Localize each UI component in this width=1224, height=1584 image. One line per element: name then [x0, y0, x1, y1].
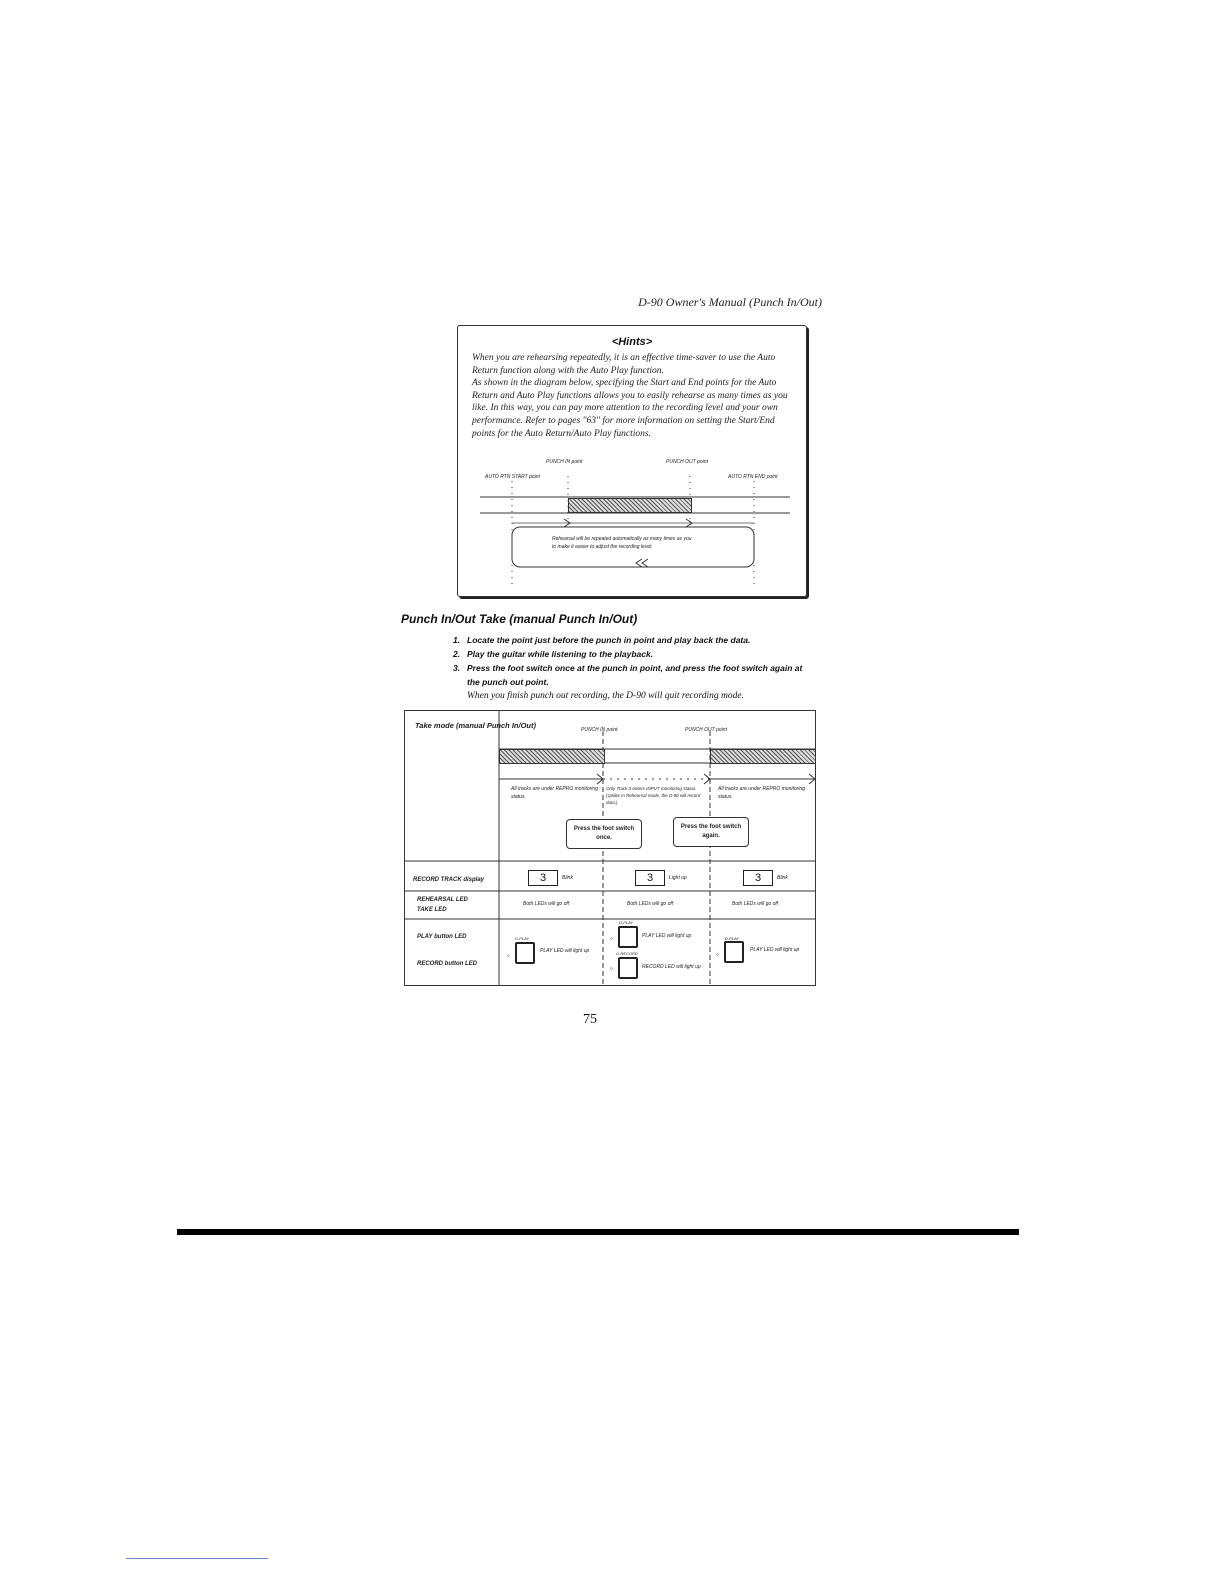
track-segment-left [499, 749, 605, 764]
play-button-caption: D-PLAY [619, 920, 634, 925]
track-number-box: 3 [635, 870, 665, 886]
blink-label: Blink [562, 875, 573, 881]
hints-paragraph: As shown in the diagram below, specifying the Start and End points for the Auto Return and Auto Play functions allows you to easily rehearse as many times as you like. In this way, you can pay more attention to the recording level and your own performance. Refer to pages "63" for more information on setting the Start/End points for the Auto Return/Auto Play functions. [472, 378, 788, 439]
step-text: Play the guitar while listening to the playback. [467, 649, 654, 659]
led-dot-icon: ◦ [716, 950, 719, 959]
step-item [453, 661, 813, 689]
step-number: 3. [453, 663, 461, 673]
record-button-caption: O-RECORD [616, 951, 638, 956]
step-item [453, 633, 813, 647]
play-button-caption: D-PLAY [725, 936, 740, 941]
rtn-start-label: AUTO RTN START point [485, 474, 540, 480]
punch-in-label: PUNCH IN point [546, 459, 583, 465]
page-header: D-90 Owner's Manual (Punch In/Out) [638, 295, 822, 309]
take-mode-diagram [404, 710, 816, 986]
take-title: Take mode (manual Punch In/Out) [415, 721, 536, 730]
play-button-caption: D-PLAY [515, 936, 530, 941]
row-label-take-led: TAKE LED [417, 907, 447, 913]
play-led-label: PLAY LED will light up [540, 948, 590, 954]
take-punch-out-label: PUNCH OUT point [685, 727, 727, 733]
step-text: Locate the point just before the punch in point and play back the data. [467, 635, 751, 645]
track-number-box: 3 [743, 870, 773, 886]
play-button-icon [724, 941, 744, 963]
punch-out-label: PUNCH OUT point [666, 459, 708, 465]
play-led-label: PLAY LED will light up [750, 947, 800, 953]
play-led-label: PLAY LED will light up [642, 933, 692, 939]
punch-region [568, 498, 692, 513]
status-right: All tracks are under REPRO monitoring status. [718, 786, 805, 800]
bubble-press-once: Press the foot switch once. [566, 819, 642, 849]
leds-off-label: Both LEDs will go off [523, 901, 570, 907]
leds-off-label: Both LEDs will go off [732, 901, 779, 907]
rehearsal-note-line1: Rehearsal will be repeated automatically as many times as you [552, 536, 692, 542]
light-up-label: Light up [669, 875, 687, 881]
leds-off-label: Both LEDs will go off [627, 901, 674, 907]
row-label-rehearsal-led: REHEARSAL LED [417, 897, 468, 903]
led-dot-icon: ◦ [610, 964, 613, 973]
led-dot-icon: ◦ [610, 934, 613, 943]
take-punch-in-label: PUNCH IN point [581, 727, 618, 733]
step-text: Press the foot switch once at the punch in point, and press the foot switch again at the punch out point. [467, 663, 803, 687]
hints-box [457, 325, 807, 597]
section-title: Punch In/Out Take (manual Punch In/Out) [401, 612, 638, 626]
corner-underline [126, 1558, 268, 1559]
rehearsal-note-line2: to make it easier to adjust the recording level. [552, 544, 653, 550]
row-label-record-track: RECORD TRACK display [413, 877, 485, 883]
steps-list [453, 633, 813, 703]
status-left: All tracks are under REPRO monitoring status. [511, 786, 598, 800]
led-dot-icon: ◦ [507, 951, 510, 960]
hints-title: <Hints> [611, 336, 653, 348]
play-button-icon [618, 926, 638, 948]
step-number: 2. [453, 649, 461, 659]
play-button-icon [515, 942, 535, 964]
step-item [453, 647, 813, 661]
rtn-end-label: AUTO RTN END point [728, 474, 778, 480]
step-number: 1. [453, 635, 461, 645]
hints-paragraph: When you are rehearsing repeatedly, it is an effective time-saver to use the Auto Return function along with the Auto Play function. [472, 353, 776, 376]
page-number: 75 [583, 1012, 597, 1027]
record-button-icon [618, 957, 638, 979]
step-note: When you finish punch out recording, the D-90 will quit recording mode. [467, 691, 744, 701]
bubble-press-again: Press the foot switch again. [673, 817, 749, 847]
record-led-label: RECORD LED will light up [642, 964, 701, 970]
track-segment-right [710, 749, 816, 764]
hints-diagram [458, 326, 806, 596]
bottom-rule [177, 1229, 1019, 1235]
status-middle: Only Track 3 enters INPUT monitoring status. (Unlike in Rehearsal mode, the D-90 will record data.) [606, 786, 701, 805]
blink-label: Blink [777, 875, 788, 881]
row-label-play-led: PLAY button LED [417, 934, 467, 940]
track-number-box: 3 [528, 870, 558, 886]
row-label-record-led: RECORD button LED [417, 961, 477, 967]
